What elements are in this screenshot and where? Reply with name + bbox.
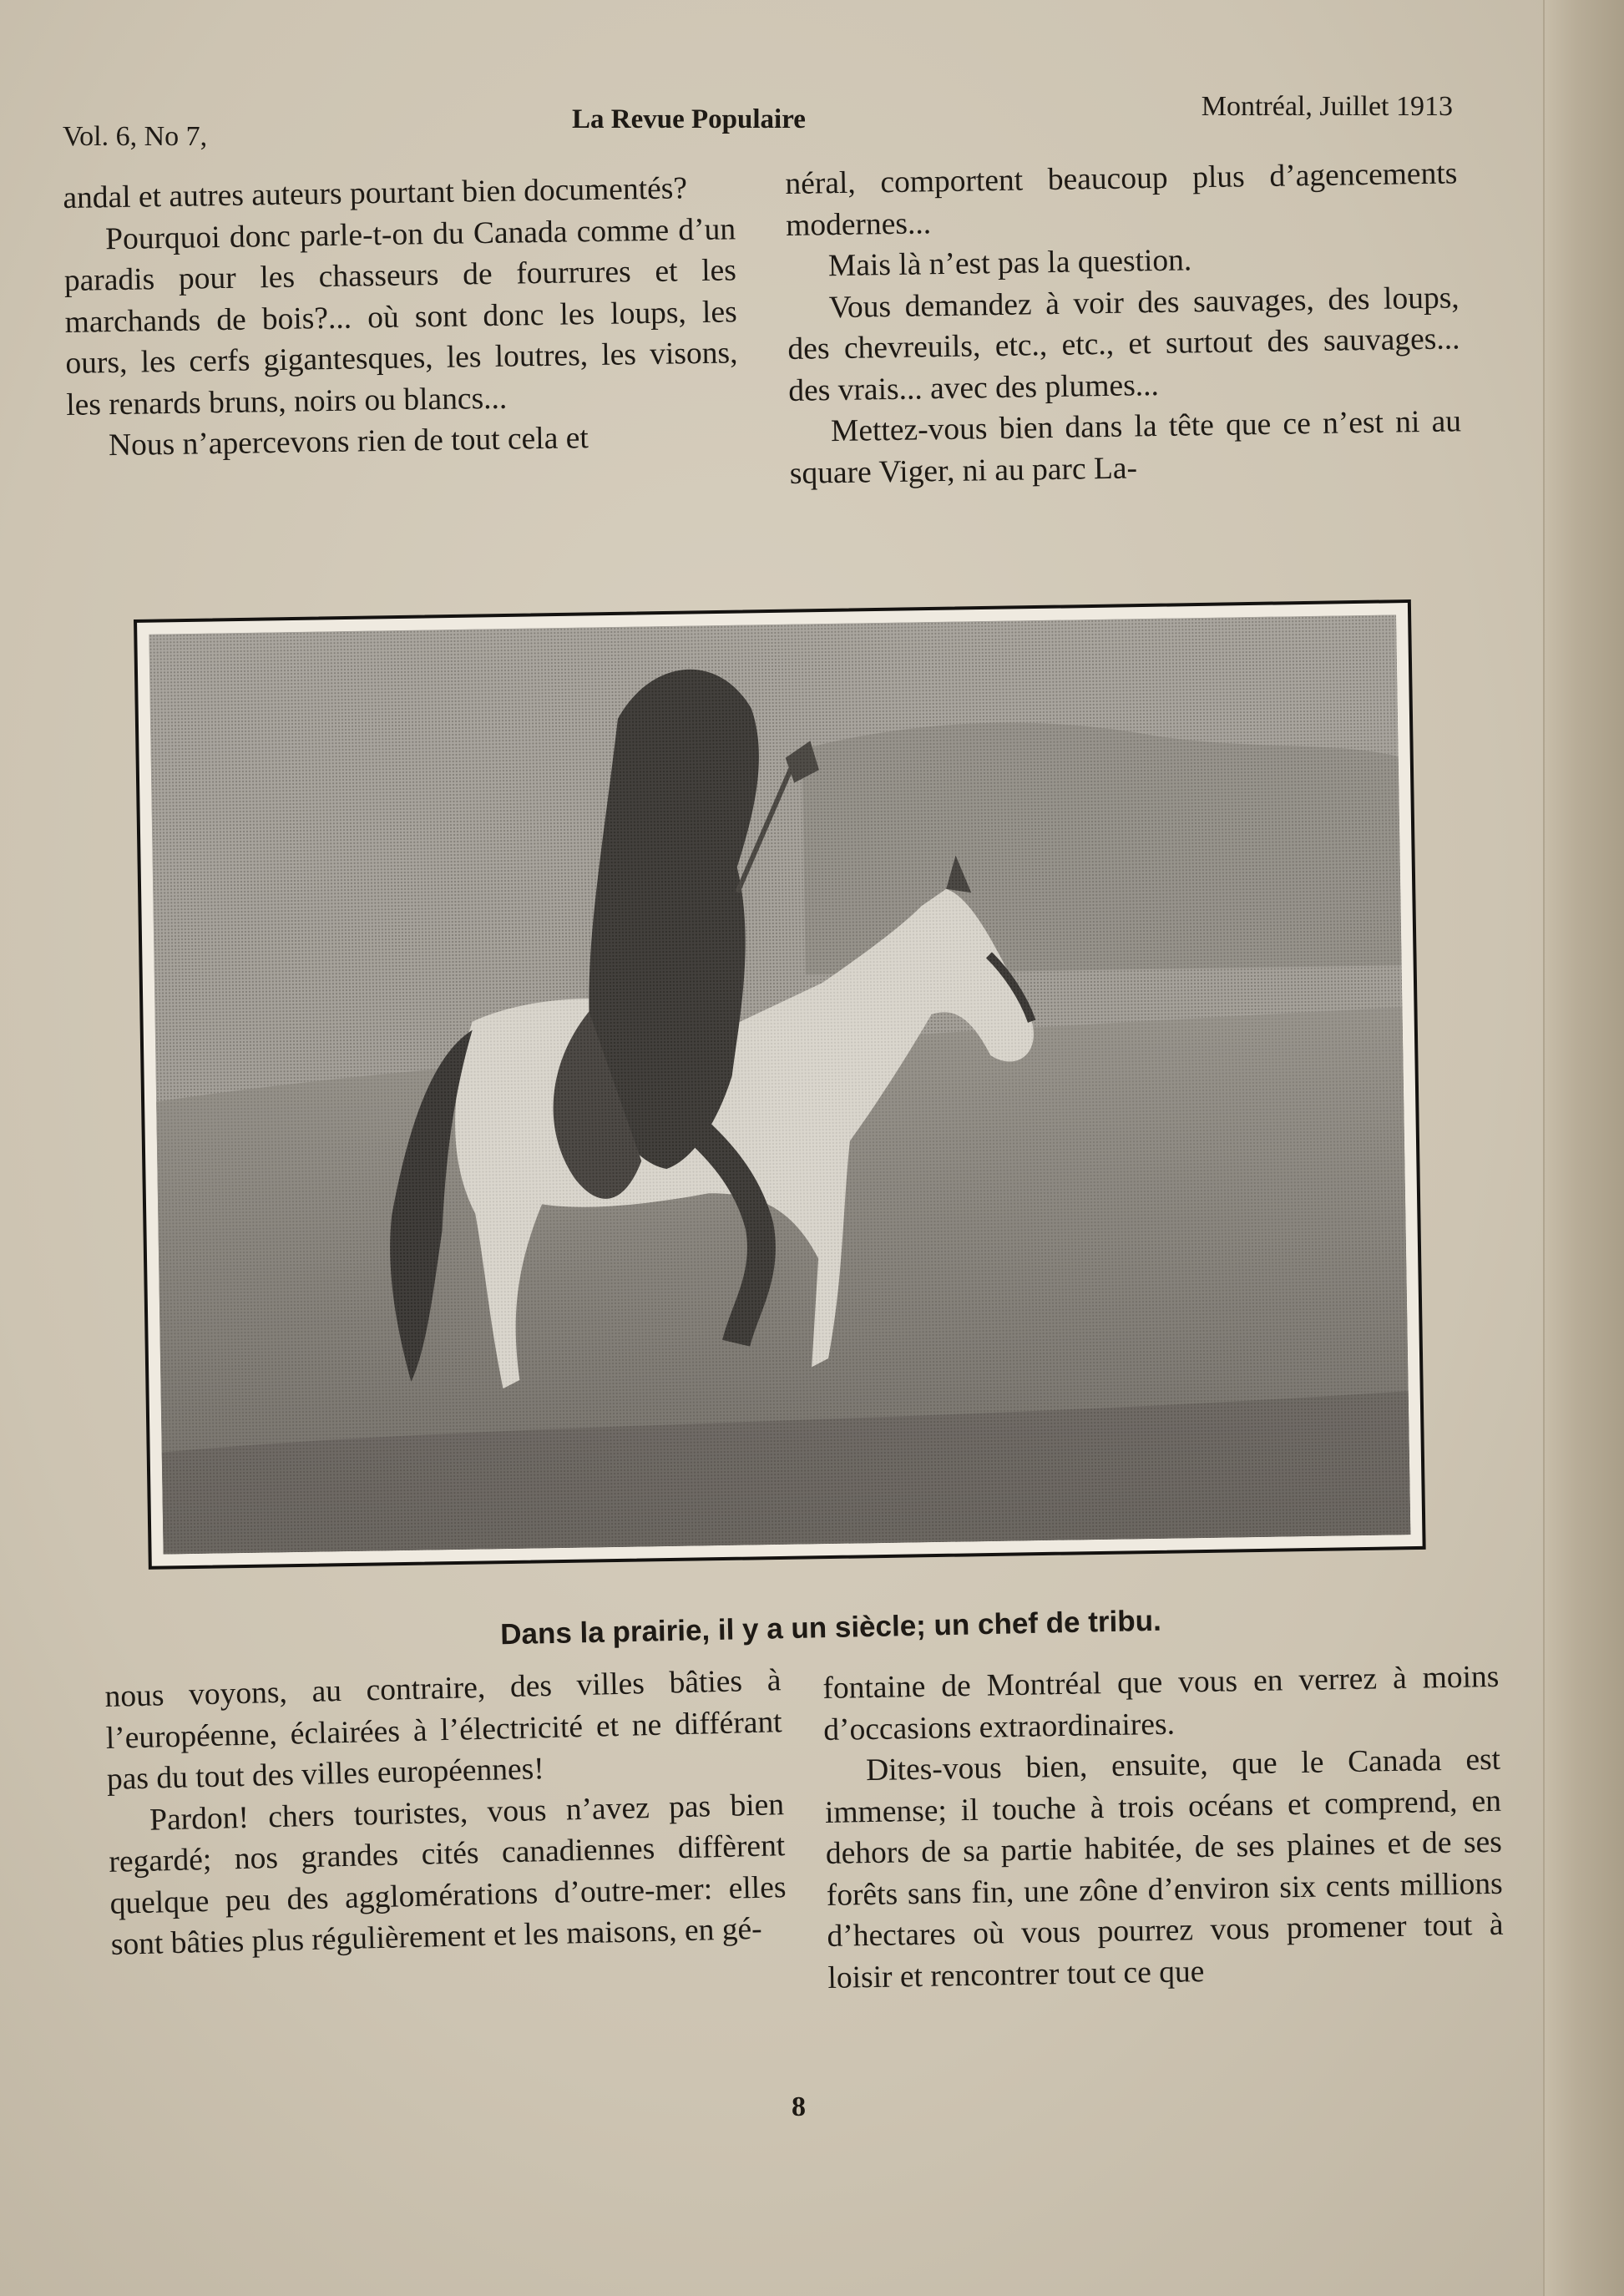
text-column-top-right [785, 153, 1462, 494]
paragraph: néral, comportent beaucoup plus d’agencements modernes... [785, 156, 1458, 243]
paragraph: Mais là n’est pas la question. [827, 243, 1192, 284]
volume-number: Vol. 6, No 7, [63, 121, 208, 152]
text-column-bottom-right [822, 1656, 1505, 1999]
page-number: 8 [792, 2091, 806, 2122]
paragraph: Mettez-vous bien dans la tête que ce n’est ni au square Viger, ni au parc La- [789, 404, 1462, 491]
paragraph: Pourquoi donc parle-t-on du Canada comme d’un paradis pour les chasseurs de fourrures et les marchands de bois?... où sont donc les loups, les ours, les cerfs gigantesques, les loutres, les visons, les renards bruns, noirs ou blancs... [63, 211, 738, 422]
paragraph: nous voyons, au contraire, des villes bâties à l’européenne, éclairées à l’électricité et ne différant pas du tout des villes européennes! [104, 1663, 783, 1797]
magazine-title: La Revue Populaire [572, 104, 806, 134]
paragraph: Dites-vous bien, ensuite, que le Canada est immense; il touche à trois océans et comprend, en dehors de sa partie habitée, de ses plaines et de ses forêts sans fin, une zône d’environ six cents millions d’hectares où vous pourrez vous promener tout à loisir et rencontrer tout ce que [824, 1742, 1504, 1995]
place-date: Montréal, Juillet 1913 [1201, 91, 1453, 122]
page-header [63, 79, 1453, 154]
paragraph: Pardon! chers touristes, vous n’avez pas bien regardé; nos grandes cités canadiennes diffèrent quelque peu des agglomérations d’outre-mer: elles sont bâties plus régulièrement et les maisons, en gé- [108, 1787, 787, 1962]
text-column-bottom-left [104, 1660, 787, 1965]
paragraph: fontaine de Montréal que vous en verrez à moins d’occasions extraordinaires. [822, 1659, 1500, 1747]
paragraph: andal et autres auteurs pourtant bien documentés? [63, 171, 688, 215]
text-column-top-left [63, 167, 739, 467]
chief-on-horse-photo [149, 614, 1410, 1554]
paragraph: Vous demandez à voir des sauvages, des loups, des chevreuils, etc., etc., et surtout des sauvages... des vrais... avec des plumes... [787, 280, 1460, 408]
photo-caption: Dans la prairie, il y a un siècle; un chef de tribu. [499, 1604, 1162, 1651]
page-edge [1543, 0, 1624, 2296]
photograph-frame [134, 599, 1426, 1570]
paragraph: Nous n’apercevons rien de tout cela et [108, 421, 589, 463]
